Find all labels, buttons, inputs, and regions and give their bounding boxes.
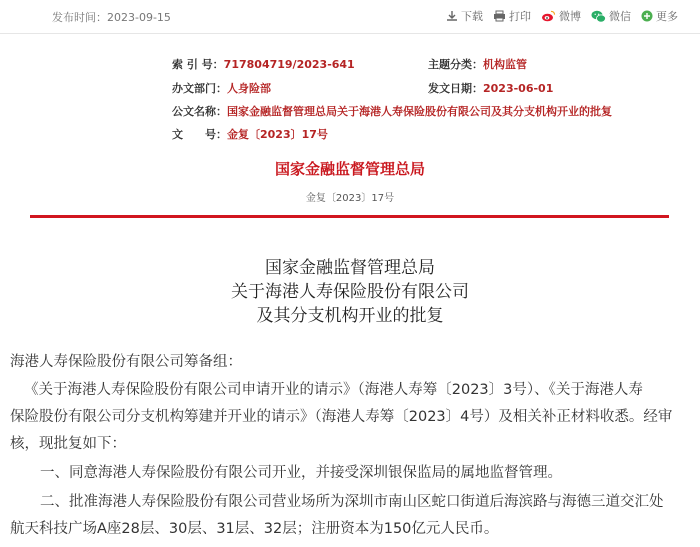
meta-dept-value: 人身险部	[227, 82, 271, 95]
meta-date-value: 2023-06-01	[483, 82, 554, 95]
red-divider	[30, 215, 669, 218]
meta-docno-label: 文 号：	[172, 128, 227, 141]
paragraph-1-line-1: 《关于海港人寿保险股份有限公司申请开业的请示》（海港人寿筹〔2023〕3号）、《关于海港人寿	[24, 382, 643, 398]
download-icon	[446, 10, 458, 22]
meta-dept	[172, 80, 271, 96]
doc-title-line-2: 关于海港人寿保险股份有限公司	[231, 282, 469, 302]
plus-circle-icon	[641, 10, 653, 22]
paragraph-3-line-2: 航天科技广场A座28层、30层、31层、32层；注册资本为150亿元人民币。	[10, 521, 499, 537]
paragraph-2: 一、同意海港人寿保险股份有限公司开业，并接受深圳银保监局的属地监督管理。	[40, 465, 562, 481]
publish-date: 发布时间：2023-09-15	[52, 11, 171, 24]
meta-doc-title-value: 国家金融监督管理总局关于海港人寿保险股份有限公司及其分支机构开业的批复	[227, 105, 612, 118]
doc-title-line-3: 及其分支机构开业的批复	[256, 306, 444, 326]
doc-title-line-1: 国家金融监督管理总局	[265, 258, 435, 278]
wechat-label: 微信	[609, 10, 631, 23]
meta-docno	[172, 126, 328, 142]
meta-docno-value: 金复〔2023〕17号	[227, 128, 328, 141]
meta-date-label: 发文日期：	[428, 82, 483, 95]
meta-category-value: 机构监管	[483, 58, 527, 71]
meta-dept-label: 办文部门：	[172, 82, 227, 95]
wechat-icon	[591, 10, 606, 23]
printer-icon	[493, 10, 506, 22]
meta-index-label: 索 引 号：	[172, 58, 224, 71]
download-button[interactable]	[446, 8, 483, 24]
weibo-icon	[541, 10, 556, 22]
meta-doc-title	[172, 103, 612, 119]
meta-category	[428, 56, 527, 72]
paragraph-1-line-3: 核，现批复如下：	[10, 436, 126, 452]
meta-index	[172, 56, 355, 72]
doc-number: 金复〔2023〕17号	[305, 193, 395, 204]
paragraph-1-line-2: 保险股份有限公司分支机构筹建并开业的请示》（海港人寿筹〔2023〕4号）及相关补正材料收悉。经审	[10, 409, 673, 425]
print-button[interactable]	[493, 8, 531, 24]
share-actions	[446, 8, 678, 24]
download-label: 下载	[461, 10, 483, 23]
issuing-agency: 国家金融监督管理总局	[274, 160, 425, 178]
salutation: 海港人寿保险股份有限公司筹备组：	[10, 354, 242, 370]
top-toolbar	[0, 0, 700, 34]
weibo-label: 微博	[559, 10, 581, 23]
meta-doc-title-label: 公文名称：	[172, 105, 227, 118]
meta-date	[428, 80, 553, 96]
more-label: 更多	[656, 10, 678, 23]
print-label: 打印	[509, 10, 531, 23]
meta-index-value: 717804719/2023-641	[223, 58, 355, 71]
paragraph-3-line-1: 二、批准海港人寿保险股份有限公司营业场所为深圳市南山区蛇口街道后海滨路与海德三道交汇处	[40, 494, 664, 510]
wechat-share-button[interactable]	[591, 8, 631, 24]
more-share-button[interactable]	[641, 8, 678, 24]
weibo-share-button[interactable]	[541, 8, 581, 24]
meta-category-label: 主题分类：	[428, 58, 483, 71]
top-divider	[0, 33, 700, 34]
